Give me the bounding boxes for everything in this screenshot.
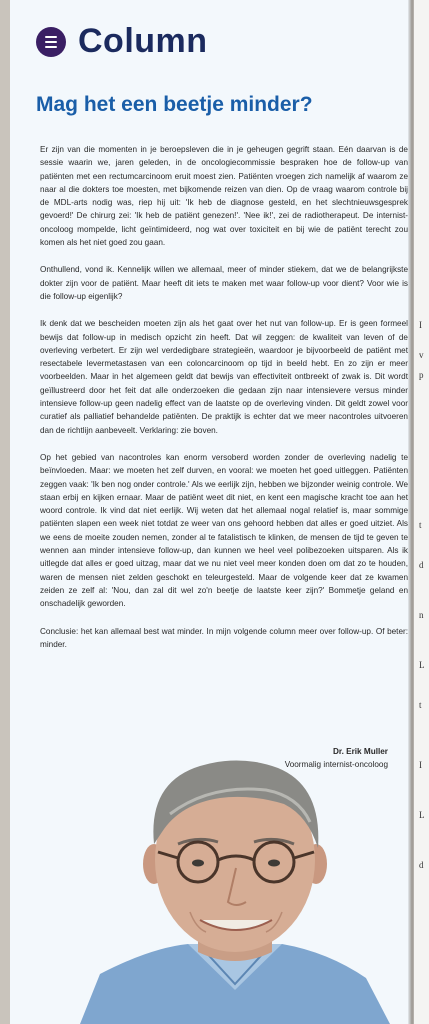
paragraph: Onthullend, vond ik. Kennelijk willen we allemaal, meer of minder stiekem, dat we de belangrijkste dokter zijn voor de patiënt. Maar heeft dit iets te maken met waar follow-up voor dient? Voor wie is die follow-up eigenlijk? <box>40 265 408 301</box>
article-headline: Mag het een beetje minder? <box>36 93 313 116</box>
section-title: Column <box>78 22 208 60</box>
menu-icon <box>36 27 66 57</box>
paragraph: Conclusie: het kan allemaal best wat minder. In mijn volgende column meer over follow-up. Of beter: minder. <box>40 626 408 649</box>
magazine-page <box>10 0 410 1024</box>
adjacent-page-edge: I v p t d n L t I L d <box>414 0 429 1024</box>
paragraph: Ik denk dat we bescheiden moeten zijn als het gaat over het nut van follow-up. Er is geen formeel bewijs dat follow-up in medisch opzicht zin heeft. Dat wil zeggen: de kwaliteit van leven of de overleving verbetert. Er zijn wel verdedigbare strategieën, waardoor je bijvoorbeeld de patiënt met resectabele levermetastasen van een coloncarcinoom op tijd in beeld hebt. En zo zijn er meer voorbeelden. Maar in het algemeen geldt dat bewijs van effectiviteit ontbreekt of zwak is. Dit wordt geïllustreerd door het feit dat alle onderzoeken die gedaan zijn naar intensievere versus minder intensieve follow-up geen nadelig effect van de laatste op de overleving vinden. Dit geldt zowel voor curatief als palliatief behandelde patiënten. De praktijk is echter dat we meer nacontroles uitvoeren dan de richtlijn aanbeveelt. Verklaring: zie boven. <box>40 319 408 435</box>
paragraph: Op het gebied van nacontroles kan enorm versoberd worden zonder de overleving nadelig te beïnvloeden. Maar: we moeten het zelf durven, en vooral: we moeten het goed uitleggen. Patiënten zeggen vaak: 'Ik ben nog onder controle.' Als we eerlijk zijn, hebben we bijzonder weinig controle. We staan erbij en kijken ernaar. Maar de patiënt weet dit niet, en kent een magische kracht toe aan het woord controle. Ik vind dat niet eerlijk. Wij weten dat het allemaal nogal relatief is, maar sommige patiënten slapen een week niet totdat ze weer van ons gehoord hebben dat alles er goed uitziet. Als we eens de moeite zouden nemen, zonder al te fatalistisch te klinken, de mensen de tijd te geven te wennen aan minder intensieve follow-up, dan kunnen we heel veel polibezoeken uitsparen. Als ik uitlegde dat alles er goed uitzag, maar dat we nu niet veel meer konden doen om dat zo te houden, waren de mensen niet zelden geschokt en teleurgesteld. Maar de volgende keer dat ze kwamen zeiden ze zelf al: 'Nou, dan zal dit wel zo'n beetje de laatste keer zijn?' Bommetje geland en onschadelijk geworden. <box>40 452 408 609</box>
article-body <box>40 143 408 665</box>
author-role: Voormalig internist-oncoloog <box>284 760 388 769</box>
section-header <box>36 22 208 61</box>
author-name: Dr. Erik Muller <box>332 747 388 756</box>
paragraph: Er zijn van die momenten in je beroepsleven die in je geheugen gegrift staan. Eén daarvan is de sessie waarin we, jaren geleden, in de oncologiecommissie bespraken hoe de follow-up van patiënten met een rectumcarcinoom eruit moest zien. Patiënten vroegen zich namelijk af waarom ze naar al die dokters toe moesten, met bijkomende reizen van dien. Op de vraag waarom controle bij de MDL-arts nodig was, riep hij uit: 'Ik heb de diagnose gesteld, en het slechtnieuwsgesprek gevoerd!' De chirurg zei: 'Ik heb de patiënt genezen!'. 'Nee ik!', zei de radiotherapeut. De internist-oncoloog mompelde, licht geïntimideerd, nog wat over toxiciteit en bij wie de patiënt terecht zou komen als het niet goed zou gaan. <box>40 145 408 248</box>
author-portrait <box>70 752 400 1024</box>
